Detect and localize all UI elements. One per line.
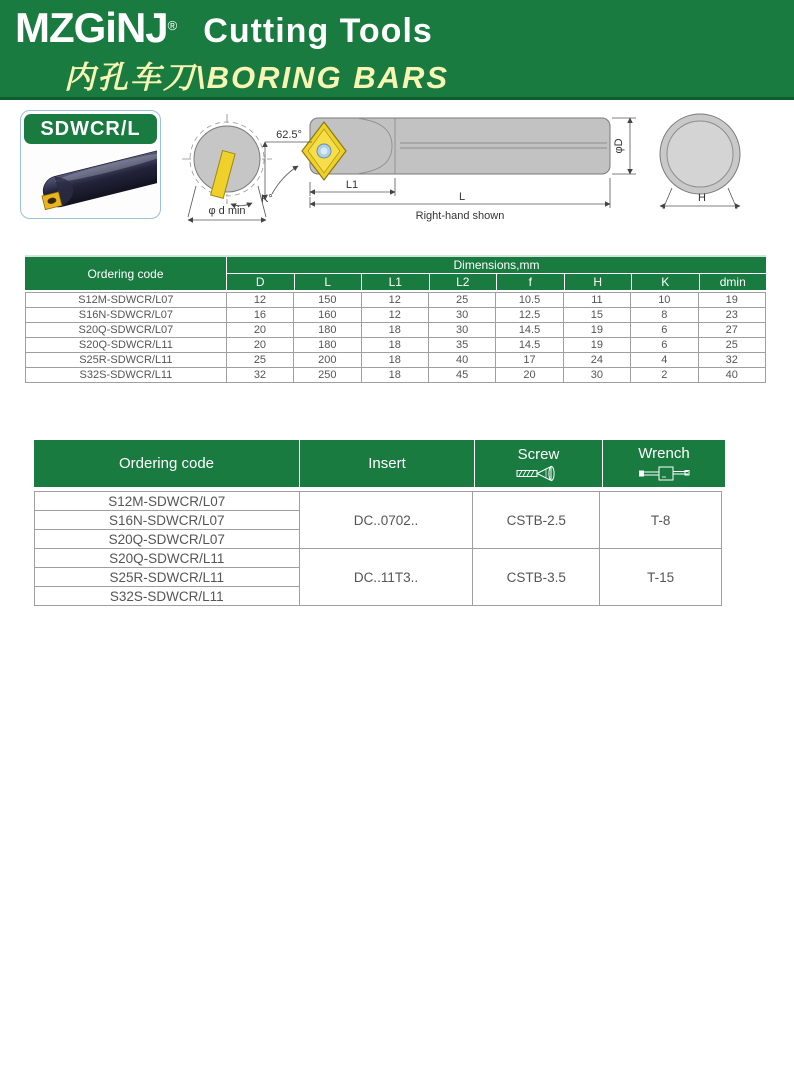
header-label: Insert	[368, 455, 406, 472]
h-label: H	[698, 192, 706, 204]
side-view	[265, 118, 636, 222]
value-cell: 32	[698, 353, 765, 368]
ordering-code-cell: S16N-SDWCR/L07	[26, 308, 227, 323]
table-row	[26, 368, 766, 383]
value-cell: 40	[428, 353, 495, 368]
header-label: Screw	[517, 445, 560, 463]
value-cell: 35	[428, 338, 495, 353]
column-header-f: f	[497, 274, 564, 290]
value-cell: 10.5	[496, 293, 563, 308]
page-title: Cutting Tools	[203, 12, 433, 50]
column-header-l2: L2	[430, 274, 497, 290]
page-subtitle: 内孔车刀\BORING BARS	[64, 60, 450, 95]
table-row	[35, 549, 722, 568]
end-view	[660, 114, 740, 209]
column-header-h: H	[565, 274, 632, 290]
value-cell: 18	[361, 368, 428, 383]
accessories-table	[34, 491, 722, 606]
brand-logo: MZGiNJ	[15, 4, 168, 51]
dimensions-table-header	[25, 257, 766, 290]
wrench-header	[603, 440, 725, 487]
insert-header	[300, 440, 474, 487]
value-cell: 200	[294, 353, 361, 368]
value-cell: 20	[226, 323, 293, 338]
value-cell: 6	[631, 338, 698, 353]
column-header-d: D	[227, 274, 294, 290]
value-cell: 19	[563, 323, 630, 338]
value-cell: 15	[563, 308, 630, 323]
ordering-code-header	[34, 440, 299, 487]
dimensions-table	[25, 292, 766, 383]
insert-cell: DC..11T3..	[299, 549, 473, 606]
accessories-table-section	[34, 440, 722, 606]
table-row	[26, 353, 766, 368]
insert-cell: DC..0702..	[299, 492, 473, 549]
screw-cell: CSTB-2.5	[473, 492, 600, 549]
wrench-icon	[638, 464, 690, 482]
screw-cell: CSTB-3.5	[473, 549, 600, 606]
value-cell: 20	[496, 368, 563, 383]
value-cell: 32	[226, 368, 293, 383]
ordering-code-cell: S16N-SDWCR/L07	[35, 511, 300, 530]
brand-row	[15, 4, 433, 52]
value-cell: 12	[226, 293, 293, 308]
screw-header	[475, 440, 602, 487]
ordering-code-cell: S32S-SDWCR/L11	[26, 368, 227, 383]
value-cell: 19	[698, 293, 765, 308]
value-cell: 8	[631, 308, 698, 323]
ordering-code-header: Ordering code	[25, 257, 226, 290]
header-label: Wrench	[638, 445, 690, 462]
value-cell: 18	[361, 323, 428, 338]
accessories-table-header	[34, 440, 722, 487]
value-cell: 19	[563, 338, 630, 353]
product-model-label: SDWCR/L	[24, 114, 157, 144]
value-cell: 150	[294, 293, 361, 308]
ordering-code-cell: S32S-SDWCR/L11	[35, 587, 300, 606]
value-cell: 4	[631, 353, 698, 368]
value-cell: 27	[698, 323, 765, 338]
hand-note: Right-hand shown	[415, 210, 505, 222]
value-cell: 25	[226, 353, 293, 368]
ordering-code-cell: S25R-SDWCR/L11	[35, 568, 300, 587]
table-row	[26, 323, 766, 338]
table-row	[26, 293, 766, 308]
value-cell: 12	[361, 293, 428, 308]
value-cell: 30	[563, 368, 630, 383]
value-cell: 16	[226, 308, 293, 323]
dimensions-group-header: Dimensions,mm	[227, 257, 766, 273]
value-cell: 18	[361, 353, 428, 368]
front-view	[182, 114, 273, 220]
product-photo	[24, 144, 157, 214]
screw-icon	[516, 465, 562, 482]
column-header-l: L	[295, 274, 362, 290]
wrench-cell: T-15	[600, 549, 722, 606]
value-cell: 20	[226, 338, 293, 353]
value-cell: 30	[428, 323, 495, 338]
column-header-k: K	[632, 274, 699, 290]
value-cell: 25	[698, 338, 765, 353]
header-label: Ordering code	[118, 455, 215, 472]
value-cell: 11	[563, 293, 630, 308]
table-row	[26, 338, 766, 353]
value-cell: 160	[294, 308, 361, 323]
ordering-code-cell: S20Q-SDWCR/L07	[35, 530, 300, 549]
wrench-cell: T-8	[600, 492, 722, 549]
table-row	[26, 308, 766, 323]
value-cell: 2	[631, 368, 698, 383]
registered-mark: ®	[167, 17, 178, 33]
value-cell: 17	[496, 353, 563, 368]
ordering-code-cell: S20Q-SDWCR/L11	[26, 338, 227, 353]
ordering-code-cell: S20Q-SDWCR/L07	[26, 323, 227, 338]
value-cell: 14.5	[496, 323, 563, 338]
value-cell: 10	[631, 293, 698, 308]
value-cell: 14.5	[496, 338, 563, 353]
product-card	[20, 110, 161, 219]
ordering-code-cell: S12M-SDWCR/L07	[26, 293, 227, 308]
value-cell: 45	[428, 368, 495, 383]
value-cell: 12	[361, 308, 428, 323]
value-cell: 18	[361, 338, 428, 353]
table-row	[35, 492, 722, 511]
k-angle-label: K°	[261, 193, 273, 205]
ordering-code-cell: S25R-SDWCR/L11	[26, 353, 227, 368]
value-cell: 24	[563, 353, 630, 368]
l-label: L	[458, 191, 466, 203]
ordering-code-cell: S20Q-SDWCR/L11	[35, 549, 300, 568]
header-banner	[0, 0, 794, 100]
column-header-l1: L1	[362, 274, 429, 290]
angle-label: 62.5°	[276, 129, 302, 141]
column-header-dmin: dmin	[700, 274, 767, 290]
value-cell: 25	[428, 293, 495, 308]
value-cell: 180	[294, 323, 361, 338]
ordering-code-cell: S12M-SDWCR/L07	[35, 492, 300, 511]
l1-label: L1	[345, 179, 359, 191]
dmin-label: φ d min	[208, 205, 246, 217]
phi-d-label: φD	[613, 138, 625, 154]
value-cell: 6	[631, 323, 698, 338]
value-cell: 40	[698, 368, 765, 383]
value-cell: 30	[428, 308, 495, 323]
value-cell: 180	[294, 338, 361, 353]
value-cell: 12.5	[496, 308, 563, 323]
dimensions-table-section	[25, 255, 766, 383]
value-cell: 23	[698, 308, 765, 323]
value-cell: 250	[294, 368, 361, 383]
technical-drawing	[164, 102, 794, 242]
